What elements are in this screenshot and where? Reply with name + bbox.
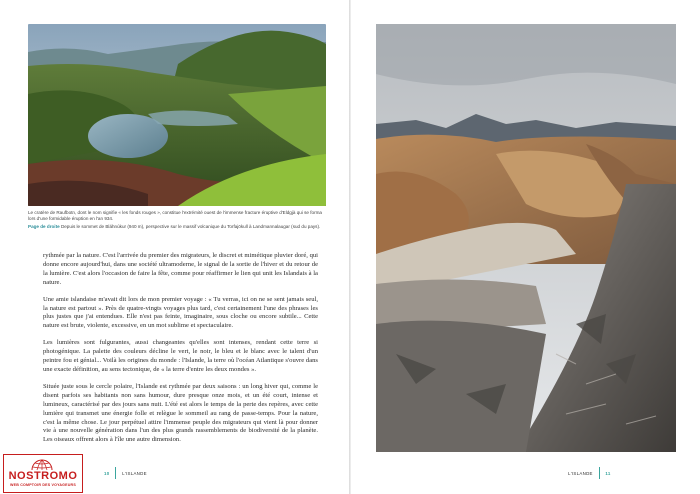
- paragraph: rythmée par la nature. C'est l'arrivée du premier des migrateurs, le discret et mimétique pluvier doré, qui donne encore aujourd'hui, dans une société ultramoderne, le signal de la sortie de l'hiver et du retour de la lumière. C'est alors l'occasion de faire la fête, comme pour réaffirmer le lien qui unit les Islandais à la nature.: [43, 252, 319, 286]
- caption-accent: Page de droite: [28, 223, 60, 229]
- folio-divider: [599, 467, 600, 479]
- paragraph: Une amie islandaise m'avait dit lors de mon premier voyage : « Tu verras, ici on ne se sent jamais seul, la nature est partout ». Près de quatre-vingts voyages plus tard, c'est certainement l'une des phrases les plus justes que j'ai entendues. Elle n'est pas feinte, imaginaire, sous cloche ou encore subtile... Cette nature est brute, violente, excessive, en un mot sublime et spectaculaire.: [43, 295, 318, 330]
- right-folio: [568, 467, 611, 479]
- running-title-right: L'ISLANDE: [568, 470, 593, 476]
- paragraph: Située juste sous le cercle polaire, l'Islande est rythmée par deux saisons : un long hiver qui, comme le disent parfois ses habitants non sans humour, dure presque onze mois, et un été court, intense et lumineux, caractérisé par des jours sans nuit. L'été est alors le temps de la perte des repères, avec cette lumière qui transmet une énergie folle et relègue le sommeil au rang de passe-temps. Pour la nature, c'est la même chose. Le jour perpétuel attire l'immense peuple des migrateurs qui vient là pour donner vie à une nouvelle génération dans l'un des plus grands rassemblements de biodiversité de la planète. Les oiseaux offrent alors à l'île une autre dimension.: [43, 382, 318, 444]
- left-folio: [104, 467, 147, 479]
- globe-icon: [31, 457, 53, 471]
- body-text: [43, 252, 318, 453]
- nostromo-logo: [3, 454, 83, 493]
- logo-name: NOSTROMO: [8, 470, 78, 482]
- page-number-right: 11: [605, 470, 611, 476]
- volcanic-ridge-photo: [376, 24, 676, 452]
- running-title-left: L'ISLANDE: [122, 470, 147, 476]
- logo-tagline: WEB COMPTOIR DES VOYAGEURS: [10, 483, 76, 487]
- paragraph: Les lumières sont fulgurantes, aussi changeantes qu'elles sont intenses, rendant cette terre si photogénique. La palette des couleurs décline le vert, le noir, le bleu et le blanc avec le talent d'un peintre fou et génial... Voilà les origines du monde : l'Islande, la terre où l'océan Atlantique s'ouvre dans une exacte définition, au sens tectonique, de « la terre d'entre les deux mondes ».: [43, 339, 318, 373]
- folio-divider: [115, 467, 116, 479]
- photo-captions: [28, 210, 328, 231]
- caption-secondary-wrap: [28, 224, 328, 230]
- caption-main: Le cratère de Raufbotn, dont le nom signifie « les fonds rouges », constitue l'extrémité ouest de l'immense fracture éruptive d'Eldgjà qui se forma lors d'une formidable éruption en l'an 934.: [28, 210, 322, 221]
- caption-secondary: Depuis le sommet de Bláhnúkur (940 m), perspective sur le massif volcanique du Torfajökull à Landmannalaugar (sud du pays).: [60, 223, 321, 229]
- crater-lake-photo: [28, 24, 326, 206]
- page-number-left: 10: [104, 470, 110, 476]
